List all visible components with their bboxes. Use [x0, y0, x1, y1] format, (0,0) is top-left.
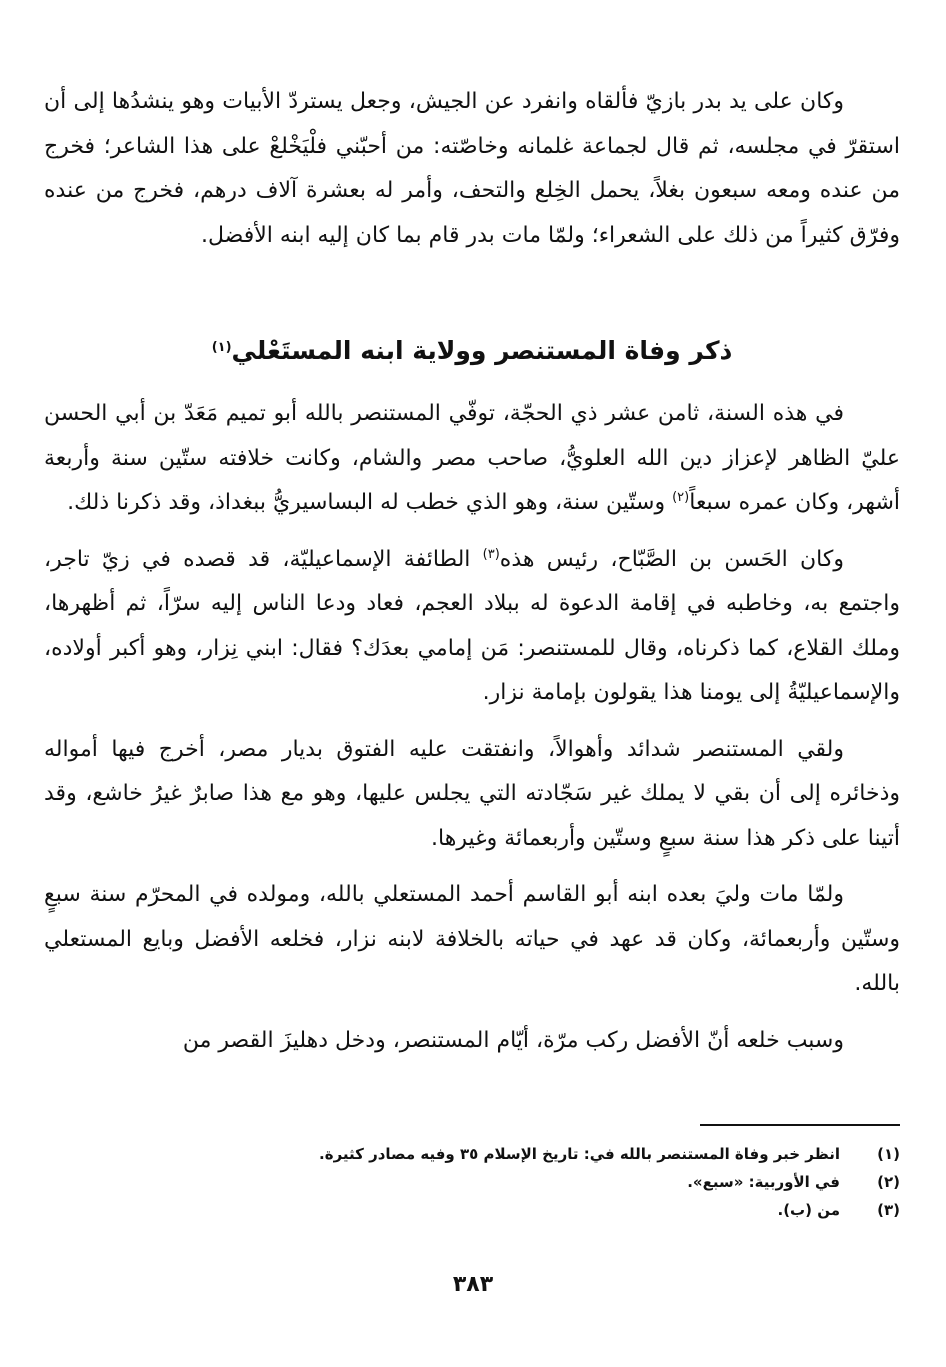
page-number: ٣٨٣ [452, 1272, 494, 1297]
footnotes [44, 1140, 900, 1224]
section-heading [44, 326, 900, 376]
footnote-3 [44, 1196, 900, 1224]
paragraph-succession: ولمّا مات وليَ بعده ابنه أبو القاسم أحمد المستعلي بالله، ومولده في المحرّم سنة سبعٍ وستّين وأربعمائة، وكان قد عهد في حياته بالخلافة لابنه نزار، فخلعه الأفضل وبايع المستعلي بالله. [44, 882, 900, 996]
footnote-number: (١) [877, 1145, 900, 1163]
paragraph-death [44, 392, 900, 526]
paragraph-hasan-text-1: وكان الحَسن بن الصَّبّاح، رئيس هذه [499, 546, 844, 572]
footnote-number: (٢) [877, 1173, 900, 1191]
paragraph-hasan-sabbah [44, 538, 900, 716]
paragraph-death-text-1: في هذه السنة، ثامن عشر ذي الحجّة، توفّي المستنصر بالله أبو تميم مَعَدّ بن أبي الحسن عليّ الظاهر لإعزاز دين الله العلويُّ، صاحب مصر والشام، وكانت خلافته ستّين سنة وأربعة أشهر، وكان عمره سبعاً [44, 401, 900, 515]
heading-footnote-ref: (١) [211, 340, 232, 355]
footnote-ref-2: (٢) [672, 490, 690, 505]
paragraph-hasan-text-2: الطائفة الإسماعيليّة، قد قصده في زيّ تاجر، واجتمع به، وخاطبه في إقامة الدعوة له ببلاد العجم، فعاد ودعا الناس إليه سرّاً، ثم أظهرها، وملك القلاع، كما ذكرناه، وقال للمستنصر: مَن إمامي بعدَك؟ فقال: ابني نِزار، وهو أكبر أولاده، والإسماعيليّةُ إلى يومنا هذا يقولون بإمامة نزار. [44, 546, 900, 705]
main-text-block [44, 392, 900, 1063]
footnote-text: انظر خبر وفاة المستنصر بالله في: تاريخ الإسلام ٣٥ وفيه مصادر كثيرة. [319, 1145, 840, 1163]
paragraph-hardships: ولقي المستنصر شدائد وأهوالاً، وانفتقت عليه الفتوق بديار مصر، أخرج فيها أمواله وذخائره إلى أن بقي لا يملك غير سَجّادته التي يجلس عليها، وهو مع هذا صابرٌ غيرُ خاشع، وقد أتينا على ذكر هذا سنة سبعٍ وستّين وأربعمائة وغيرها. [44, 736, 900, 851]
section-heading-text: ذكر وفاة المستنصر وولاية ابنه المستَعْلي [231, 336, 733, 365]
footnote-2 [44, 1168, 900, 1196]
paragraph-badr: وكان على يد بدر بازيّ فألقاه وانفرد عن الجيش، وجعل يستردّ الأبيات وهو ينشدُها إلى أن استقرّ في مجلسه، ثم قال لجماعة غلمانه وخاصّته: من أحبّني فلْيَخْلعْ على هذا الشاعر؛ فخرج من عنده ومعه سبعون بغلاً، يحمل الخِلع والتحف، وأمر له بعشرة آلاف درهم، فخرج من عنده وفرّق كثيراً من ذلك على الشعراء؛ ولمّا مات بدر قام بما كان إليه ابنه الأفضل. [44, 89, 900, 248]
footnote-ref-3: (٣) [482, 546, 500, 562]
paragraph-death-text-2: وستّين سنة، وهو الذي خطب له البساسيريُّ ببغداذ، وقد ذكرنا ذلك. [67, 490, 673, 515]
top-text-block [44, 80, 900, 258]
footnote-text: في الأوربية: «سبع». [687, 1173, 840, 1191]
footnote-text: من (ب). [777, 1201, 840, 1219]
paragraph-deposition: وسبب خلعه أنّ الأفضل ركب مرّة، أيّام المستنصر، ودخل دهليزَ القصر من [182, 1027, 844, 1053]
footnote-divider [700, 1124, 900, 1126]
footnote-1 [44, 1140, 900, 1168]
footnote-number: (٣) [877, 1201, 900, 1219]
